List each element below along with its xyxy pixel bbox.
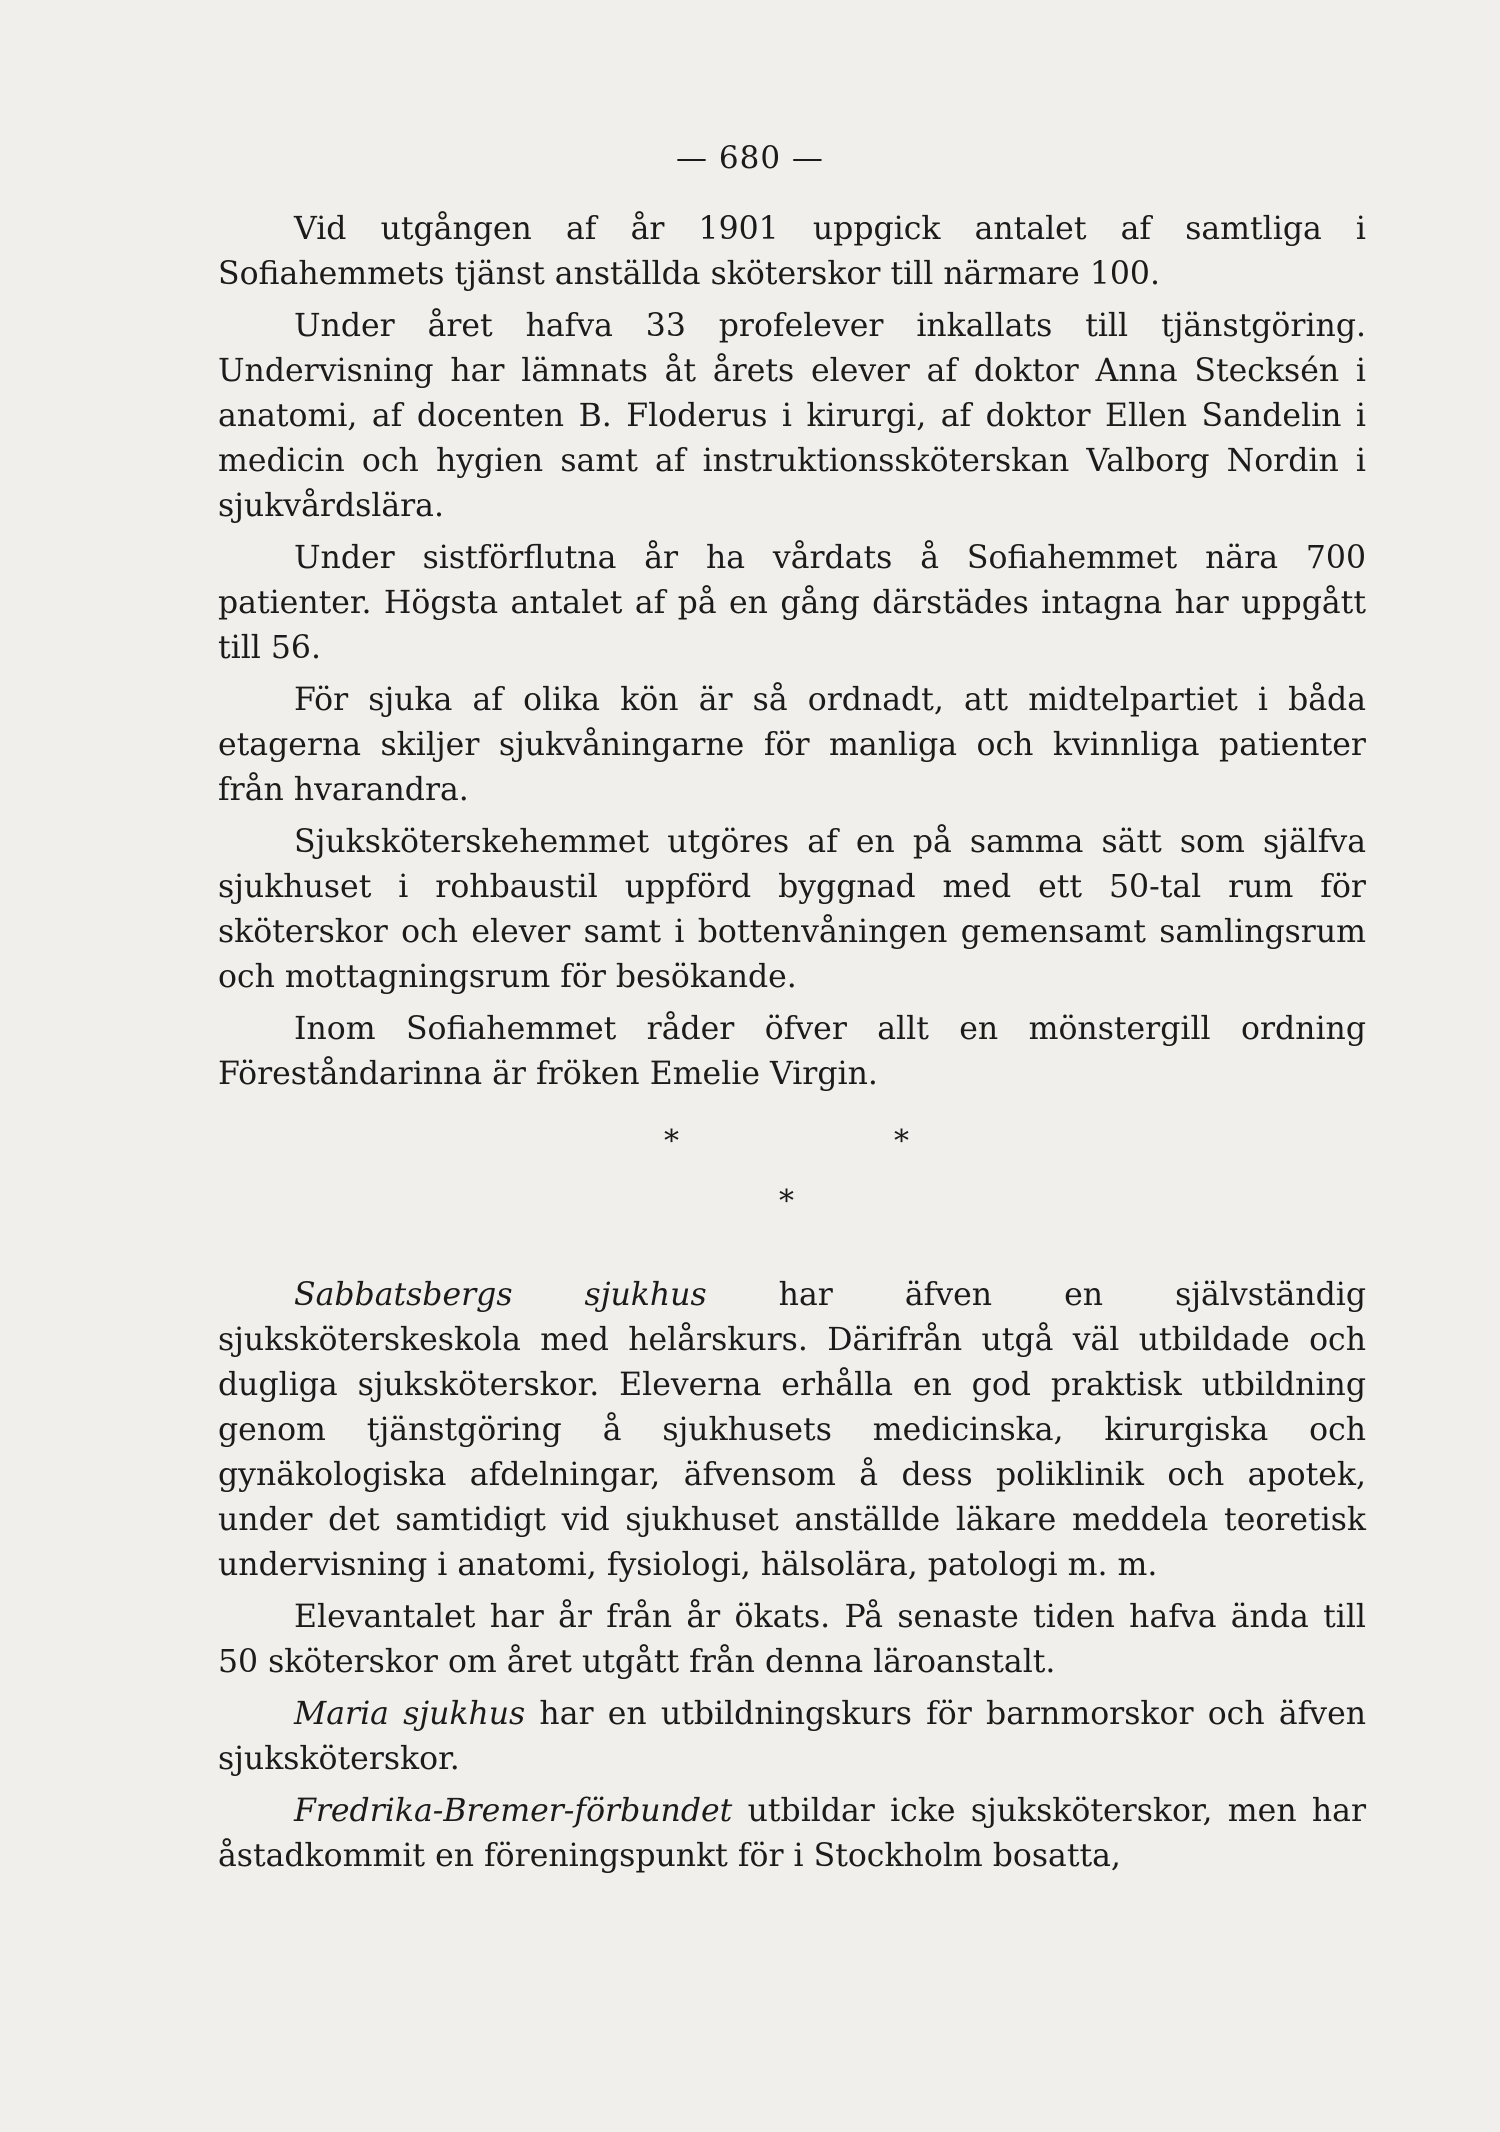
separator-star-right: * — [894, 1124, 909, 1159]
body-text — [218, 207, 1366, 1886]
fredrika-name: Fredrika-Bremer-förbundet — [294, 1793, 733, 1829]
sabbatsberg-text: har äfven en självständig sjuksköterskeskola med helårskurs. Därifrån utgå väl utbildade och dugliga sjuksköterskor. Eleverna erhålla en god praktisk utbildning genom tjänstgöring å sjukhusets medicinska, kirurgiska och gynäkologiska afdelningar, äfvensom å dess poliklinik och apotek, under det samtidigt vid sjukhuset anställde läkare meddela teoretisk undervisning i anatomi, fysiologi, hälsolära, patologi m. m. — [218, 1277, 1366, 1583]
section-separator — [218, 1119, 1366, 1219]
paragraph-nurses-home: Sjuksköterskehemmet utgöres af en på samma sätt som själfva sjukhuset i rohbaustil uppförd byggnad med ett 50-tal rum för sköterskor och elever samt i bottenvåningen gemensamt samlingsrum och mottagningsrum för besökande. — [218, 824, 1366, 995]
maria-name: Maria sjukhus — [294, 1696, 526, 1732]
paragraph-fredrika — [218, 1789, 1366, 1879]
paragraph-wards: För sjuka af olika kön är så ordnadt, att midtelpartiet i båda etagerna skiljer sjukvåningarne för manliga och kvinnliga patienter från hvarandra. — [218, 682, 1366, 808]
separator-star-bottom: * — [779, 1184, 794, 1219]
page-number: — 680 — — [676, 140, 824, 176]
paragraph-staff-count: Vid utgången af år 1901 uppgick antalet af samtliga i Sofiahemmets tjänst anställda sköterskor till närmare 100. — [218, 211, 1366, 292]
paragraph-matron: Inom Sofiahemmet råder öfver allt en mönstergill ordning Föreståndarinna är fröken Emelie Virgin. — [218, 1011, 1366, 1092]
paragraph-maria — [218, 1692, 1366, 1782]
maria-text: har en utbildningskurs för barnmorskor och äfven sjuksköterskor. — [218, 1696, 1366, 1777]
paragraph-student-count: Elevantalet har år från år ökats. På senaste tiden hafva ända till 50 sköterskor om året utgått från denna läroanstalt. — [218, 1599, 1366, 1680]
separator-star-left: * — [664, 1124, 679, 1159]
paragraph-probationers: Under året hafva 33 profelever inkallats till tjänstgöring. Undervisning har lämnats åt årets elever af doktor Anna Stecksén i anatomi, af docenten B. Floderus i kirurgi, af doktor Ellen Sandelin i medicin och hygien samt af instruktionssköterskan Valborg Nordin i sjukvårdslära. — [218, 308, 1366, 524]
fredrika-text: utbildar icke sjuksköterskor, men har åstadkommit en föreningspunkt för i Stockholm bosatta, — [218, 1793, 1366, 1874]
paragraph-patients: Under sistförflutna år ha vårdats å Sofiahemmet nära 700 patienter. Högsta antalet af på en gång därstädes intagna har uppgått till 56. — [218, 540, 1366, 666]
sabbatsberg-name: Sabbatsbergs sjukhus — [294, 1277, 707, 1313]
paragraph-sabbatsberg — [218, 1273, 1366, 1588]
